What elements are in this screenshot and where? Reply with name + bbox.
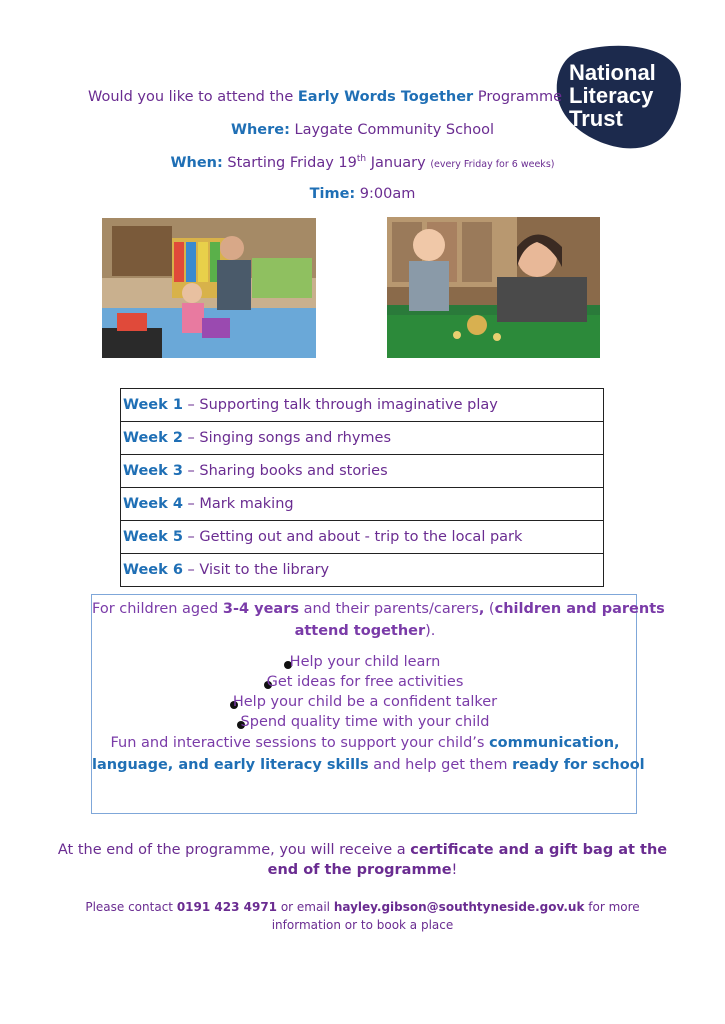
intro-post: Programme xyxy=(473,89,563,105)
fun-mid: and help get them xyxy=(368,757,513,773)
schedule-table xyxy=(120,388,604,587)
info-box xyxy=(91,594,665,814)
father-and-child-reading-photo xyxy=(102,218,316,358)
week-activity: – Mark making xyxy=(182,496,294,512)
info-pre: For children aged xyxy=(92,601,223,617)
contact-mid: or email xyxy=(277,900,334,914)
schedule-cell xyxy=(121,521,604,554)
contact-phone[interactable]: 0191 423 4971 xyxy=(176,900,278,914)
certificate-line-1 xyxy=(0,842,725,858)
where-value: Laygate Community School xyxy=(289,122,495,138)
info-together-2: attend together xyxy=(294,623,426,639)
intro-pre: Would you like to attend the xyxy=(88,89,298,105)
info-age: 3-4 years xyxy=(222,601,299,617)
week-label: Week 1 xyxy=(123,397,183,413)
week-activity: – Visit to the library xyxy=(182,562,330,578)
contact-post: for more xyxy=(584,900,640,914)
info-close: ). xyxy=(425,623,436,639)
table-row xyxy=(121,554,604,587)
programme-name: Early Words Together xyxy=(297,89,474,105)
cert-bold-1: certificate and a gift bag at the xyxy=(410,842,668,858)
time-value: 9:00am xyxy=(355,186,416,202)
week-label: Week 5 xyxy=(123,529,183,545)
contact-email[interactable]: hayley.gibson@southtyneside.gov.uk xyxy=(333,900,585,914)
contact-line-2: information or to book a place xyxy=(271,918,454,932)
when-value-pre: Starting Friday 19 xyxy=(222,154,357,171)
ready-for-school: ready for school xyxy=(512,757,645,773)
contact-line-1 xyxy=(0,900,725,914)
week-activity: – Getting out and about - trip to the local park xyxy=(182,529,523,545)
schedule-cell xyxy=(121,389,604,422)
skills-2: language, and early literacy skills xyxy=(92,757,369,773)
certificate-line-2 xyxy=(0,862,725,878)
table-row xyxy=(121,422,604,455)
when-label: When: xyxy=(170,154,223,171)
schedule-cell xyxy=(121,455,604,488)
cert-pre: At the end of the programme, you will receive a xyxy=(57,842,411,858)
logo-line-3: Trust xyxy=(569,106,623,131)
skills-1: communication, xyxy=(489,735,620,751)
contact-pre: Please contact xyxy=(85,900,177,914)
info-together: children and parents xyxy=(494,601,665,617)
time-label: Time: xyxy=(309,186,356,202)
bullet-text: Help your child be a confident talker xyxy=(232,694,498,710)
when-value-post: January xyxy=(366,154,431,171)
bullet-text: Get ideas for free activities xyxy=(266,674,464,690)
week-label: Week 3 xyxy=(123,463,183,479)
table-row xyxy=(121,488,604,521)
time-line xyxy=(0,186,725,202)
logo-line-2: Literacy xyxy=(569,83,654,108)
schedule-cell xyxy=(121,554,604,587)
week-activity: – Sharing books and stories xyxy=(182,463,388,479)
mother-and-toddler-sensory-play-photo xyxy=(387,217,600,358)
info-comma: , xyxy=(478,601,485,617)
week-activity: – Supporting talk through imaginative play xyxy=(182,397,498,413)
info-mid: and their parents/carers xyxy=(299,601,479,617)
week-label: Week 2 xyxy=(123,430,183,446)
schedule-cell xyxy=(121,422,604,455)
info-line-2 xyxy=(92,623,638,639)
bullet-text: Spend quality time with your child xyxy=(240,714,490,730)
intro-line xyxy=(88,89,563,105)
info-line-1 xyxy=(92,601,665,617)
week-label: Week 4 xyxy=(123,496,183,512)
schedule-cell xyxy=(121,488,604,521)
bullet-text: Help your child learn xyxy=(289,654,441,670)
cert-post: ! xyxy=(451,862,458,878)
week-activity: – Singing songs and rhymes xyxy=(182,430,392,446)
cert-bold-2: end of the programme xyxy=(267,862,452,878)
fun-line-1 xyxy=(92,735,638,751)
where-line xyxy=(0,122,725,138)
logo-line-1: National xyxy=(569,60,656,85)
when-line xyxy=(0,154,725,171)
when-sup: th xyxy=(356,154,367,164)
when-note: (every Friday for 6 weeks) xyxy=(430,158,555,170)
where-label: Where: xyxy=(230,122,290,138)
table-row xyxy=(121,521,604,554)
week-label: Week 6 xyxy=(123,562,183,578)
fun-line-2 xyxy=(92,757,645,773)
info-open: ( xyxy=(484,601,495,617)
table-row xyxy=(121,389,604,422)
table-row xyxy=(121,455,604,488)
fun-pre: Fun and interactive sessions to support your child’s xyxy=(110,735,490,751)
